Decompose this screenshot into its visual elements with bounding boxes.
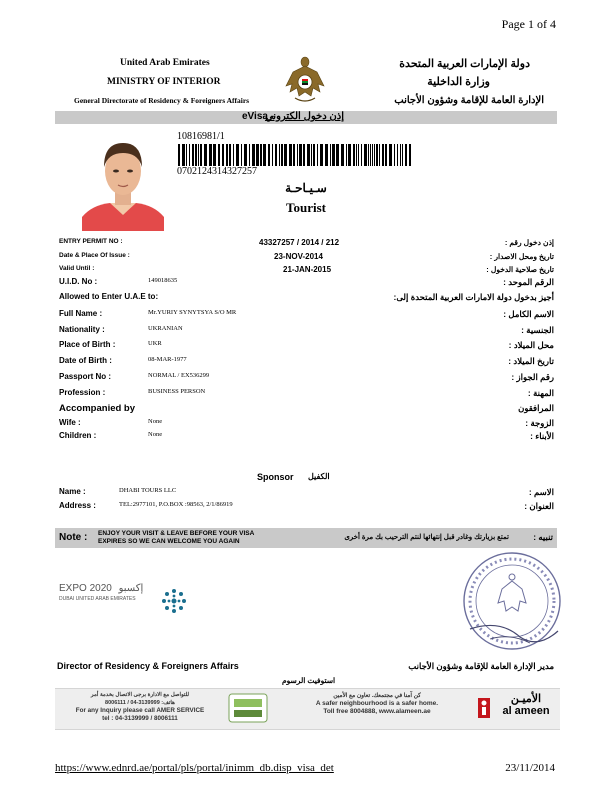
profession-row: [0, 388, 612, 402]
header-ministry-ar: وزارة الداخلية: [427, 76, 490, 88]
date-of-birth-label: Date of Birth :: [59, 356, 112, 365]
full-name-label-ar: الاسم الكامل :: [503, 309, 554, 319]
issue-label: Date & Place Of Issue :: [59, 252, 130, 259]
children-row: [0, 431, 612, 445]
accompanied-label-ar: المرافقون: [518, 403, 554, 413]
ameen-brand: al ameen: [502, 705, 550, 717]
date-of-birth-row: [0, 356, 612, 370]
expo-title-ar: إكسبو: [118, 583, 144, 594]
ameen-tollfree: Toll free 8004888, www.alameen.ae: [323, 708, 431, 715]
expo-subtitle: DUBAI UNITED ARAB EMIRATES: [59, 596, 136, 602]
header-country: United Arab Emirates: [120, 58, 210, 68]
sponsor-name-label-ar: الاسم :: [528, 487, 554, 497]
passport-label-ar: رقم الجواز :: [511, 372, 554, 382]
ameen-logo: [496, 693, 556, 717]
note-text: [98, 530, 254, 546]
note-text-ar: تمتع بزيارتك وغادر قبل إنتهائها لنتم الترحيب بك مرة أخرى: [344, 534, 509, 541]
page-number: Page 1 of 4: [501, 17, 556, 31]
place-of-birth-row: [0, 340, 612, 354]
note-text-line2: EXPIRES SO WE CAN WELCOME YOU AGAIN: [98, 538, 240, 545]
sponsor-name-value: DHABI TOURS LLC: [119, 487, 177, 494]
accompanied-row: [0, 403, 612, 417]
director-title-ar: مدير الإدارة العامة للإقامة وشؤون الأجانب: [408, 661, 554, 671]
passport-label: Passport No :: [59, 372, 112, 381]
footer-url[interactable]: https://www.ednrd.ae/portal/pls/portal/inimm_db.disp_visa_det: [55, 762, 334, 774]
sponsor-address-label: Address :: [59, 501, 96, 510]
full-name-row: [0, 309, 612, 323]
amer-block: [60, 692, 220, 722]
place-of-birth-label: Place of Birth :: [59, 340, 116, 349]
note-label: Note :: [59, 532, 88, 543]
wife-row: [0, 418, 612, 432]
profession-label: Profession :: [59, 388, 106, 397]
director-title: Director of Residency & Foreigners Affairs: [57, 661, 239, 671]
allowed-row: [0, 292, 612, 306]
header-directorate-ar: الإدارة العامة للإقامة وشؤون الأجانب: [394, 95, 544, 106]
barcode-number-bottom: 0702124314327257: [177, 166, 257, 177]
footer-date: 23/11/2014: [505, 762, 555, 774]
accompanied-label: Accompanied by: [59, 403, 136, 414]
ameen-text-ar: كن آمنا في مجتمعك. تعاون مع الأمين: [333, 693, 421, 699]
uid-row: [0, 277, 612, 291]
place-of-birth-value: UKR: [148, 340, 162, 347]
children-label-ar: الأبناء :: [530, 431, 554, 441]
entry-permit-row: [0, 238, 612, 252]
issue-value: 23-NOV-2014: [274, 252, 323, 261]
header-country-ar: دولة الإمارات العربية المتحدة: [399, 58, 530, 70]
children-value: None: [148, 431, 163, 438]
nationality-row: [0, 325, 612, 339]
barcode: [178, 144, 414, 166]
date-of-birth-label-ar: تاريخ الميلاد :: [508, 356, 554, 366]
ameen-slogan: A safer neighbourhood is a safer home.: [315, 700, 439, 707]
profession-value: BUSINESS PERSON: [148, 388, 206, 395]
wife-label: Wife :: [59, 418, 81, 427]
ameen-brand-ar: الأميـن: [510, 693, 542, 705]
visa-type-ar: سـيـاحـة: [285, 181, 327, 195]
valid-label-ar: تاريخ صلاحية الدخول :: [486, 265, 554, 274]
amer-text-ar: للتواصل مع الادارة برجى الاتصال بخدمة أمر: [90, 692, 190, 698]
note-text-line1: ENJOY YOUR VISIT & LEAVE BEFORE YOUR VISA: [98, 530, 255, 537]
sponsor-title: Sponsor: [257, 472, 294, 482]
amer-phone: tel : 04-3139999 / 8006111: [102, 714, 178, 722]
expo-emblem-icon: [161, 588, 187, 614]
official-stamp: [460, 549, 564, 653]
profession-label-ar: المهنة :: [527, 388, 554, 398]
header-directorate: General Directorate of Residency & Foreigners Affairs: [74, 96, 250, 105]
amer-phone-ar: 8006111 / 04-3139999 :هاتف: [105, 699, 175, 706]
entry-permit-value: 43327257 / 2014 / 212: [259, 238, 340, 247]
uid-value: 149018635: [148, 277, 178, 284]
expo-logo: [59, 583, 143, 602]
full-name-value: Mr.YURIY SYNYTSYA S/O MR: [148, 309, 237, 316]
sponsor-address-row: [0, 501, 612, 515]
sponsor-address-label-ar: العنوان :: [524, 501, 554, 511]
entry-permit-label: ENTRY PERMIT NO :: [59, 238, 123, 245]
fees-paid-ar: استوفيت الرسوم: [282, 676, 336, 685]
nationality-label-ar: الجنسية :: [521, 325, 554, 335]
sponsor-address-value: TEL:2977101, P.O.BOX :98563, 2/1/86919: [119, 501, 233, 508]
note-label-ar: تنبيه :: [533, 532, 553, 542]
ameen-figure-icon: [477, 697, 491, 719]
amer-inquiry: For any Inquiry please call AMER SERVICE: [75, 707, 205, 714]
passport-photo: [82, 131, 164, 231]
evisa-label-ar: إذن دخول الكتروني: [264, 111, 344, 122]
uid-label-ar: الرقم الموحد :: [503, 277, 554, 287]
children-label: Children :: [59, 431, 97, 440]
full-name-label: Full Name :: [59, 309, 103, 318]
passport-row: [0, 372, 612, 386]
allowed-label-ar: أجيز بدخول دولة الامارات العربية المتحدة إلى:: [393, 292, 554, 302]
wife-value: None: [148, 418, 163, 425]
allowed-label: Allowed to Enter U.A.E to:: [59, 292, 159, 301]
barcode-number-top: 10816981/1: [177, 131, 225, 142]
issue-row: [0, 252, 612, 266]
uid-label: U.I.D. No :: [59, 277, 98, 286]
valid-value: 21-JAN-2015: [283, 265, 332, 274]
visa-type: Tourist: [286, 200, 326, 215]
date-of-birth-value: 08-MAR-1977: [148, 356, 187, 363]
uae-emblem-icon: [283, 52, 327, 108]
ameen-block: [282, 692, 472, 716]
nationality-label: Nationality :: [59, 325, 105, 334]
valid-label: Valid Until :: [59, 265, 95, 272]
amer-logo-icon: [228, 693, 268, 723]
expo-title: EXPO 2020: [59, 583, 112, 594]
place-of-birth-label-ar: محل الميلاد :: [508, 340, 554, 350]
passport-value: NORMAL / EX536299: [148, 372, 210, 379]
sponsor-title-ar: الكفيل: [308, 472, 330, 481]
sponsor-name-row: [0, 487, 612, 501]
issue-label-ar: تاريخ ومحل الاصدار :: [489, 252, 554, 261]
nationality-value: UKRANIAN: [148, 325, 183, 332]
wife-label-ar: الزوجة :: [525, 418, 554, 428]
entry-permit-label-ar: إذن دخول رقم :: [504, 238, 554, 247]
sponsor-name-label: Name :: [59, 487, 86, 496]
evisa-label: eVisa -: [242, 111, 275, 122]
header-ministry: MINISTRY OF INTERIOR: [107, 77, 221, 87]
